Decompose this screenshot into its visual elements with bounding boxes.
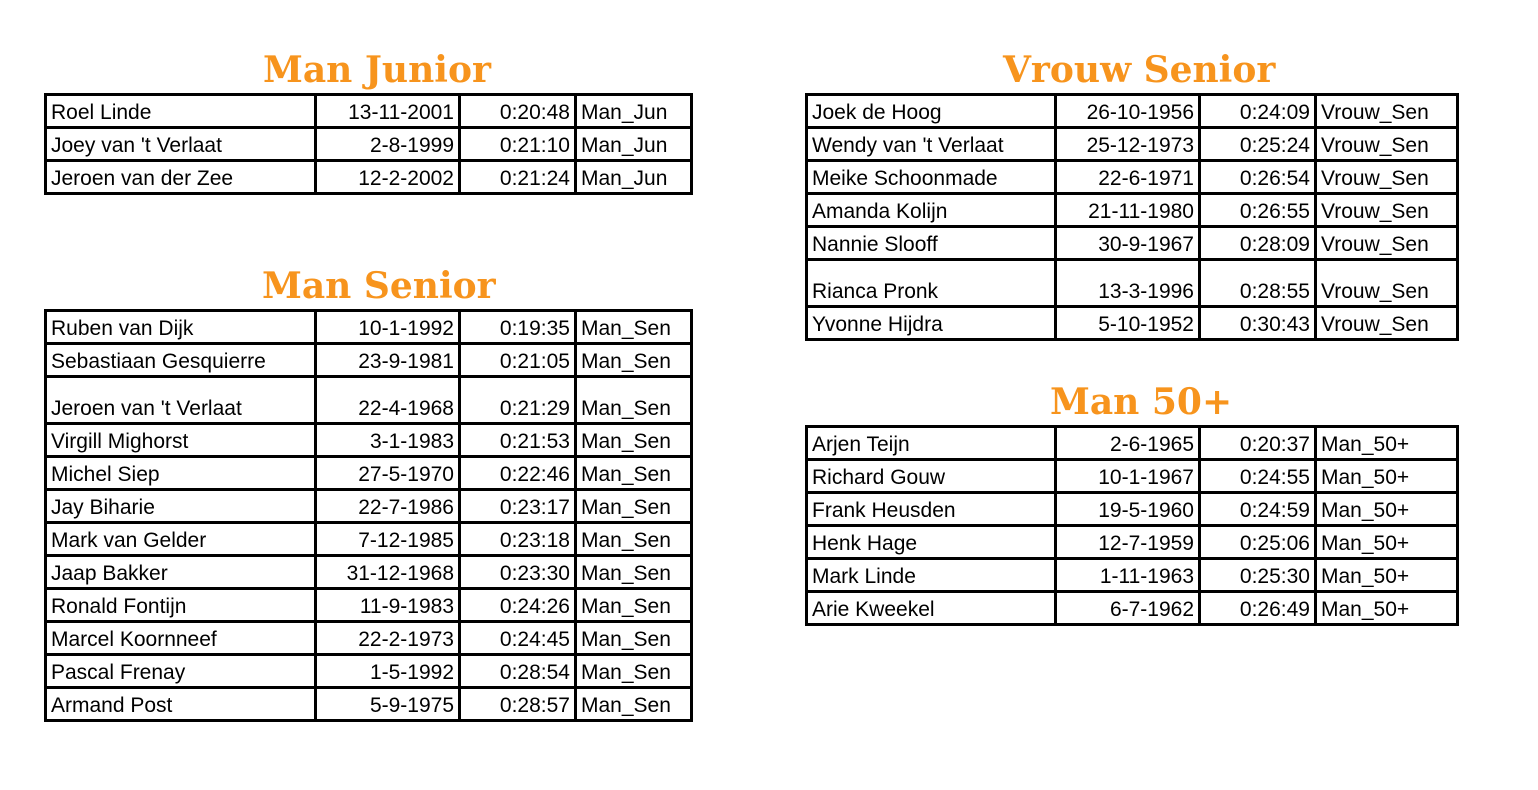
runner-name-cell: Jay Biharie (46, 490, 316, 523)
runner-name-cell: Arjen Teijn (807, 427, 1056, 460)
category-cell: Man_Sen (576, 457, 692, 490)
category-cell: Man_Sen (576, 622, 692, 655)
runner-name-cell: Pascal Frenay (46, 655, 316, 688)
table-row (46, 344, 692, 377)
category-cell: Man_Jun (576, 95, 692, 128)
birth-date-cell: 19-5-1960 (1056, 493, 1200, 526)
results-table-man-junior (44, 93, 693, 195)
category-cell: Man_Jun (576, 161, 692, 194)
birth-date-cell: 22-2-1973 (316, 622, 460, 655)
table-row (807, 526, 1458, 559)
finish-time-cell: 0:23:18 (460, 523, 576, 556)
category-cell: Man_Sen (576, 556, 692, 589)
category-cell: Man_50+ (1316, 460, 1458, 493)
table-row (807, 307, 1458, 340)
finish-time-cell: 0:21:24 (460, 161, 576, 194)
runner-name-cell: Yvonne Hijdra (807, 307, 1056, 340)
category-cell: Man_Sen (576, 523, 692, 556)
finish-time-cell: 0:28:09 (1200, 227, 1316, 260)
finish-time-cell: 0:28:57 (460, 688, 576, 721)
runner-name-cell: Ruben van Dijk (46, 311, 316, 344)
birth-date-cell: 23-9-1981 (316, 344, 460, 377)
finish-time-cell: 0:24:59 (1200, 493, 1316, 526)
finish-time-cell: 0:25:24 (1200, 128, 1316, 161)
runner-name-cell: Marcel Koornneef (46, 622, 316, 655)
birth-date-cell: 12-2-2002 (316, 161, 460, 194)
table-row (46, 556, 692, 589)
category-cell: Vrouw_Sen (1316, 227, 1458, 260)
birth-date-cell: 1-11-1963 (1056, 559, 1200, 592)
finish-time-cell: 0:30:43 (1200, 307, 1316, 340)
finish-time-cell: 0:24:55 (1200, 460, 1316, 493)
category-cell: Man_50+ (1316, 559, 1458, 592)
runner-name-cell: Rianca Pronk (807, 260, 1056, 307)
table-row (46, 688, 692, 721)
finish-time-cell: 0:21:29 (460, 377, 576, 424)
category-cell: Man_Sen (576, 688, 692, 721)
birth-date-cell: 26-10-1956 (1056, 95, 1200, 128)
birth-date-cell: 27-5-1970 (316, 457, 460, 490)
runner-name-cell: Jeroen van 't Verlaat (46, 377, 316, 424)
finish-time-cell: 0:24:26 (460, 589, 576, 622)
category-cell: Man_Sen (576, 344, 692, 377)
finish-time-cell: 0:28:54 (460, 655, 576, 688)
runner-name-cell: Michel Siep (46, 457, 316, 490)
birth-date-cell: 11-9-1983 (316, 589, 460, 622)
birth-date-cell: 21-11-1980 (1056, 194, 1200, 227)
finish-time-cell: 0:23:30 (460, 556, 576, 589)
table-row (46, 523, 692, 556)
category-cell: Man_Sen (576, 377, 692, 424)
section-title-man-senior: Man Senior (262, 265, 496, 307)
table-row (46, 128, 692, 161)
birth-date-cell: 13-3-1996 (1056, 260, 1200, 307)
runner-name-cell: Roel Linde (46, 95, 316, 128)
birth-date-cell: 22-4-1968 (316, 377, 460, 424)
table-row (807, 427, 1458, 460)
table-row (807, 559, 1458, 592)
category-cell: Man_50+ (1316, 592, 1458, 625)
runner-name-cell: Richard Gouw (807, 460, 1056, 493)
results-table-vrouw-senior (805, 93, 1459, 341)
category-cell: Man_50+ (1316, 427, 1458, 460)
table-row (46, 377, 692, 424)
birth-date-cell: 5-9-1975 (316, 688, 460, 721)
category-cell: Man_Sen (576, 655, 692, 688)
table-row (807, 460, 1458, 493)
table-row (807, 493, 1458, 526)
section-title-vrouw-senior: Vrouw Senior (1003, 49, 1276, 91)
runner-name-cell: Wendy van 't Verlaat (807, 128, 1056, 161)
table-row (46, 424, 692, 457)
table-row (807, 194, 1458, 227)
runner-name-cell: Nannie Slooff (807, 227, 1056, 260)
finish-time-cell: 0:19:35 (460, 311, 576, 344)
section-title-man-50-plus: Man 50+ (1050, 381, 1233, 423)
category-cell: Man_50+ (1316, 493, 1458, 526)
category-cell: Man_Sen (576, 589, 692, 622)
table-row (807, 161, 1458, 194)
category-cell: Vrouw_Sen (1316, 95, 1458, 128)
table-row (46, 161, 692, 194)
category-cell: Vrouw_Sen (1316, 128, 1458, 161)
finish-time-cell: 0:23:17 (460, 490, 576, 523)
category-cell: Vrouw_Sen (1316, 194, 1458, 227)
runner-name-cell: Henk Hage (807, 526, 1056, 559)
birth-date-cell: 12-7-1959 (1056, 526, 1200, 559)
runner-name-cell: Joek de Hoog (807, 95, 1056, 128)
runner-name-cell: Jeroen van der Zee (46, 161, 316, 194)
table-row (46, 311, 692, 344)
runner-name-cell: Sebastiaan Gesquierre (46, 344, 316, 377)
birth-date-cell: 10-1-1967 (1056, 460, 1200, 493)
table-row (807, 128, 1458, 161)
finish-time-cell: 0:22:46 (460, 457, 576, 490)
category-cell: Man_Sen (576, 490, 692, 523)
birth-date-cell: 3-1-1983 (316, 424, 460, 457)
category-cell: Vrouw_Sen (1316, 161, 1458, 194)
birth-date-cell: 13-11-2001 (316, 95, 460, 128)
birth-date-cell: 31-12-1968 (316, 556, 460, 589)
finish-time-cell: 0:25:30 (1200, 559, 1316, 592)
runner-name-cell: Meike Schoonmade (807, 161, 1056, 194)
runner-name-cell: Jaap Bakker (46, 556, 316, 589)
category-cell: Man_Jun (576, 128, 692, 161)
birth-date-cell: 30-9-1967 (1056, 227, 1200, 260)
table-row (46, 622, 692, 655)
runner-name-cell: Virgill Mighorst (46, 424, 316, 457)
table-row (807, 95, 1458, 128)
table-row (807, 260, 1458, 307)
finish-time-cell: 0:20:37 (1200, 427, 1316, 460)
table-row (46, 95, 692, 128)
table-row (46, 457, 692, 490)
finish-time-cell: 0:21:05 (460, 344, 576, 377)
category-cell: Man_Sen (576, 311, 692, 344)
table-row (46, 490, 692, 523)
birth-date-cell: 7-12-1985 (316, 523, 460, 556)
finish-time-cell: 0:26:55 (1200, 194, 1316, 227)
birth-date-cell: 10-1-1992 (316, 311, 460, 344)
finish-time-cell: 0:24:09 (1200, 95, 1316, 128)
runner-name-cell: Armand Post (46, 688, 316, 721)
finish-time-cell: 0:26:54 (1200, 161, 1316, 194)
runner-name-cell: Joey van 't Verlaat (46, 128, 316, 161)
finish-time-cell: 0:25:06 (1200, 526, 1316, 559)
birth-date-cell: 2-8-1999 (316, 128, 460, 161)
finish-time-cell: 0:21:10 (460, 128, 576, 161)
results-table-man-senior (44, 309, 693, 722)
runner-name-cell: Mark Linde (807, 559, 1056, 592)
runner-name-cell: Frank Heusden (807, 493, 1056, 526)
category-cell: Vrouw_Sen (1316, 307, 1458, 340)
table-row (46, 589, 692, 622)
finish-time-cell: 0:24:45 (460, 622, 576, 655)
runner-name-cell: Arie Kweekel (807, 592, 1056, 625)
category-cell: Vrouw_Sen (1316, 260, 1458, 307)
birth-date-cell: 22-7-1986 (316, 490, 460, 523)
runner-name-cell: Ronald Fontijn (46, 589, 316, 622)
results-table-man-50-plus (805, 425, 1459, 626)
category-cell: Man_Sen (576, 424, 692, 457)
runner-name-cell: Mark van Gelder (46, 523, 316, 556)
birth-date-cell: 2-6-1965 (1056, 427, 1200, 460)
finish-time-cell: 0:20:48 (460, 95, 576, 128)
finish-time-cell: 0:21:53 (460, 424, 576, 457)
birth-date-cell: 6-7-1962 (1056, 592, 1200, 625)
runner-name-cell: Amanda Kolijn (807, 194, 1056, 227)
category-cell: Man_50+ (1316, 526, 1458, 559)
birth-date-cell: 22-6-1971 (1056, 161, 1200, 194)
birth-date-cell: 5-10-1952 (1056, 307, 1200, 340)
finish-time-cell: 0:26:49 (1200, 592, 1316, 625)
finish-time-cell: 0:28:55 (1200, 260, 1316, 307)
section-title-man-junior: Man Junior (263, 49, 491, 91)
birth-date-cell: 25-12-1973 (1056, 128, 1200, 161)
table-row (807, 592, 1458, 625)
birth-date-cell: 1-5-1992 (316, 655, 460, 688)
table-row (807, 227, 1458, 260)
table-row (46, 655, 692, 688)
